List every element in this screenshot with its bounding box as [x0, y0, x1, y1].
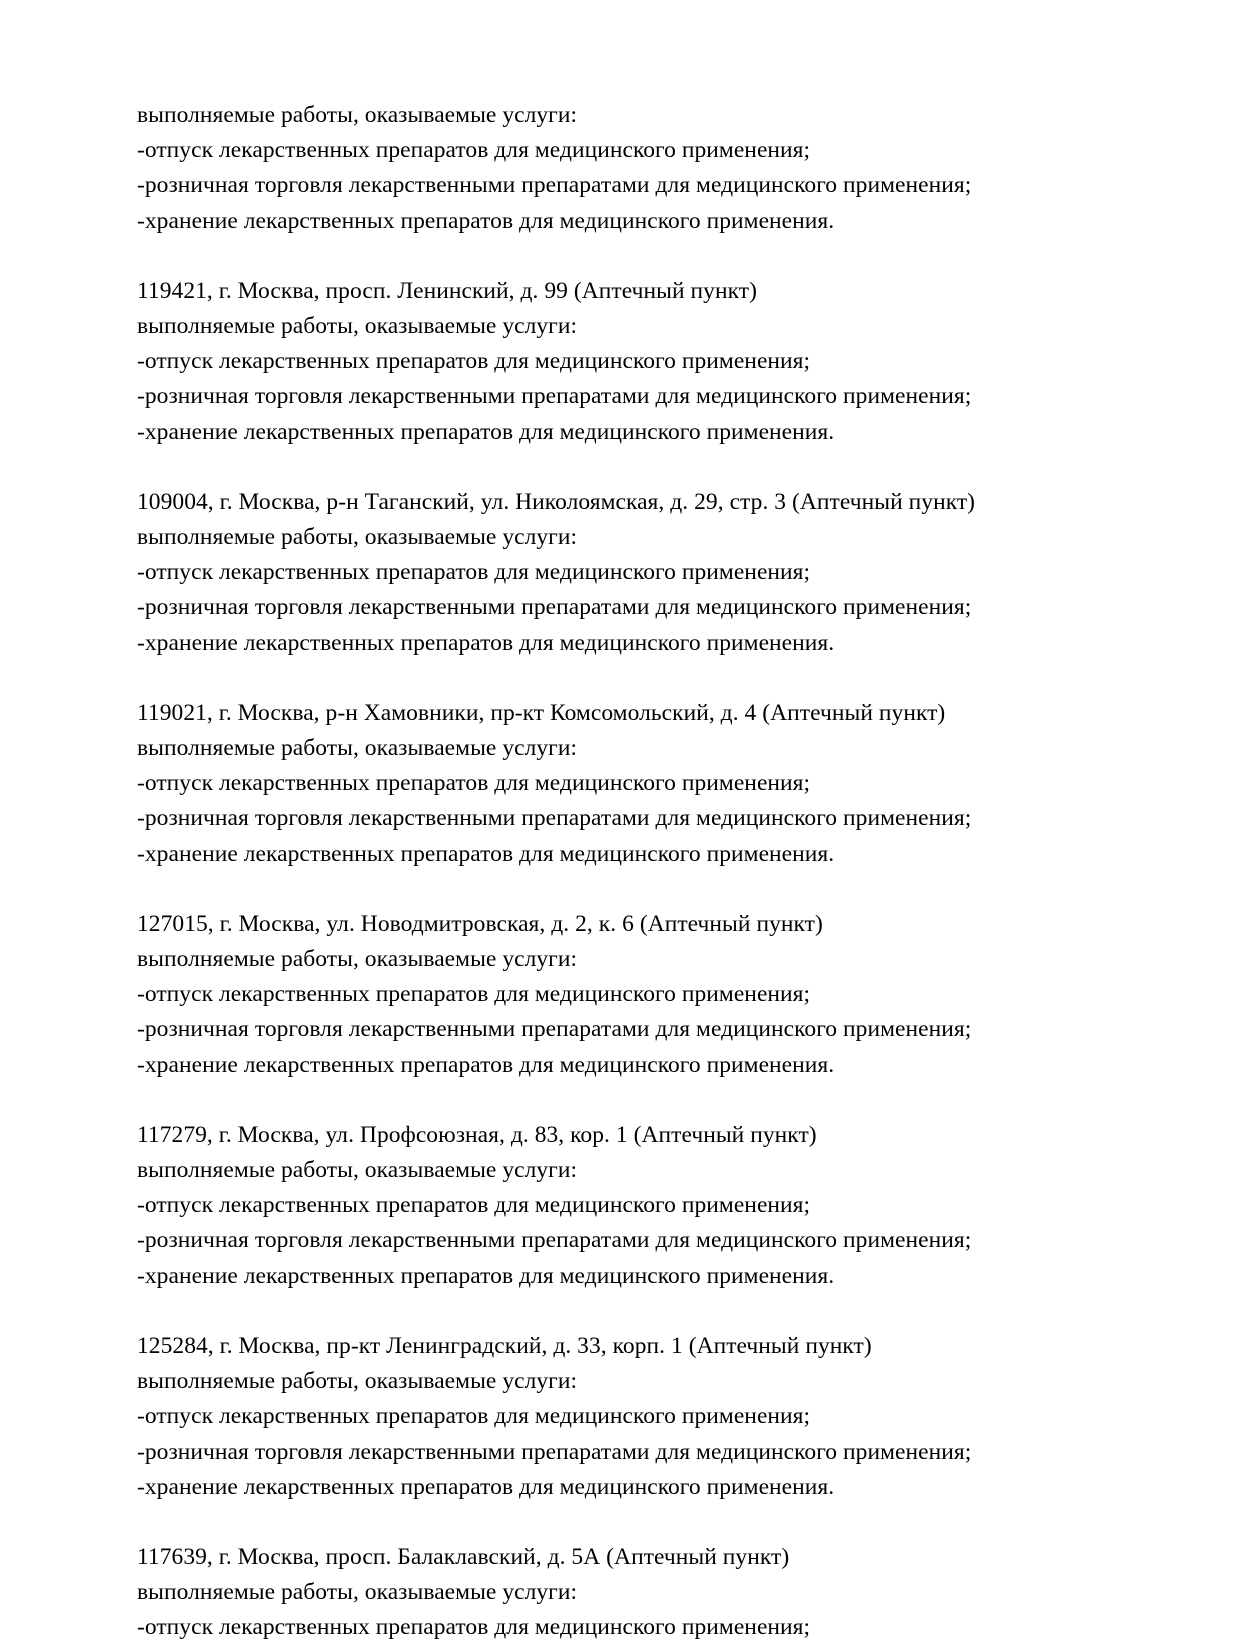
- address-block: [137, 1329, 1097, 1505]
- address-block: [137, 485, 1097, 661]
- service-item: -отпуск лекарственных препаратов для медицинского применения;: [137, 1192, 811, 1219]
- address-block: [137, 696, 1097, 872]
- service-item: -отпуск лекарственных препаратов для медицинского применения;: [137, 1403, 811, 1430]
- address-block: [137, 1118, 1097, 1294]
- pharmacy-address: 127015, г. Москва, ул. Новодмитровская, д. 2, к. 6 (Аптечный пункт): [137, 910, 823, 937]
- pharmacy-address: 117279, г. Москва, ул. Профсоюзная, д. 83, кор. 1 (Аптечный пункт): [137, 1121, 817, 1148]
- services-header: выполняемые работы, оказываемые услуги:: [137, 946, 578, 973]
- document-body: [137, 98, 1097, 1646]
- pharmacy-address: 119021, г. Москва, р-н Хамовники, пр-кт Комсомольский, д. 4 (Аптечный пункт): [137, 699, 946, 726]
- address-block: [137, 98, 1097, 239]
- service-item: -розничная торговля лекарственными препаратами для медицинского применения;: [137, 383, 972, 410]
- pharmacy-address: 117639, г. Москва, просп. Балаклавский, д. 5А (Аптечный пункт): [137, 1543, 790, 1570]
- service-item: -хранение лекарственных препаратов для медицинского применения.: [137, 1473, 835, 1500]
- service-item: -розничная торговля лекарственными препаратами для медицинского применения;: [137, 1227, 972, 1254]
- service-item: -хранение лекарственных препаратов для медицинского применения.: [137, 418, 835, 445]
- pharmacy-address: 125284, г. Москва, пр-кт Ленинградский, д. 33, корп. 1 (Аптечный пункт): [137, 1332, 872, 1359]
- address-block: [137, 1540, 1097, 1646]
- service-item: -отпуск лекарственных препаратов для медицинского применения;: [137, 559, 811, 586]
- service-item: -розничная торговля лекарственными препаратами для медицинского применения;: [137, 172, 972, 199]
- service-item: -хранение лекарственных препаратов для медицинского применения.: [137, 207, 835, 234]
- services-header: выполняемые работы, оказываемые услуги:: [137, 524, 578, 551]
- service-item: -розничная торговля лекарственными препаратами для медицинского применения;: [137, 1016, 972, 1043]
- service-item: -хранение лекарственных препаратов для медицинского применения.: [137, 1051, 835, 1078]
- service-item: -розничная торговля лекарственными препаратами для медицинского применения;: [137, 1438, 972, 1465]
- service-item: -розничная торговля лекарственными препаратами для медицинского применения;: [137, 805, 972, 832]
- service-item: -отпуск лекарственных препаратов для медицинского применения;: [137, 137, 811, 164]
- service-item: -отпуск лекарственных препаратов для медицинского применения;: [137, 348, 811, 375]
- service-item: -отпуск лекарственных препаратов для медицинского применения;: [137, 981, 811, 1008]
- service-item: -отпуск лекарственных препаратов для медицинского применения;: [137, 770, 811, 797]
- services-header: выполняемые работы, оказываемые услуги:: [137, 1157, 578, 1184]
- service-item: -хранение лекарственных препаратов для медицинского применения.: [137, 629, 835, 656]
- services-header: выполняемые работы, оказываемые услуги:: [137, 1368, 578, 1395]
- services-header: выполняемые работы, оказываемые услуги:: [137, 735, 578, 762]
- service-item: -отпуск лекарственных препаратов для медицинского применения;: [137, 1614, 811, 1641]
- services-header: выполняемые работы, оказываемые услуги:: [137, 1579, 578, 1606]
- services-header: выполняемые работы, оказываемые услуги:: [137, 102, 578, 128]
- service-item: -хранение лекарственных препаратов для медицинского применения.: [137, 1262, 835, 1289]
- services-header: выполняемые работы, оказываемые услуги:: [137, 313, 578, 340]
- address-block: [137, 274, 1097, 450]
- service-item: -хранение лекарственных препаратов для медицинского применения.: [137, 840, 835, 867]
- address-block: [137, 907, 1097, 1083]
- service-item: -розничная торговля лекарственными препаратами для медицинского применения;: [137, 594, 972, 621]
- pharmacy-address: 109004, г. Москва, р-н Таганский, ул. Николоямская, д. 29, стр. 3 (Аптечный пункт): [137, 488, 976, 515]
- pharmacy-address: 119421, г. Москва, просп. Ленинский, д. 99 (Аптечный пункт): [137, 277, 757, 304]
